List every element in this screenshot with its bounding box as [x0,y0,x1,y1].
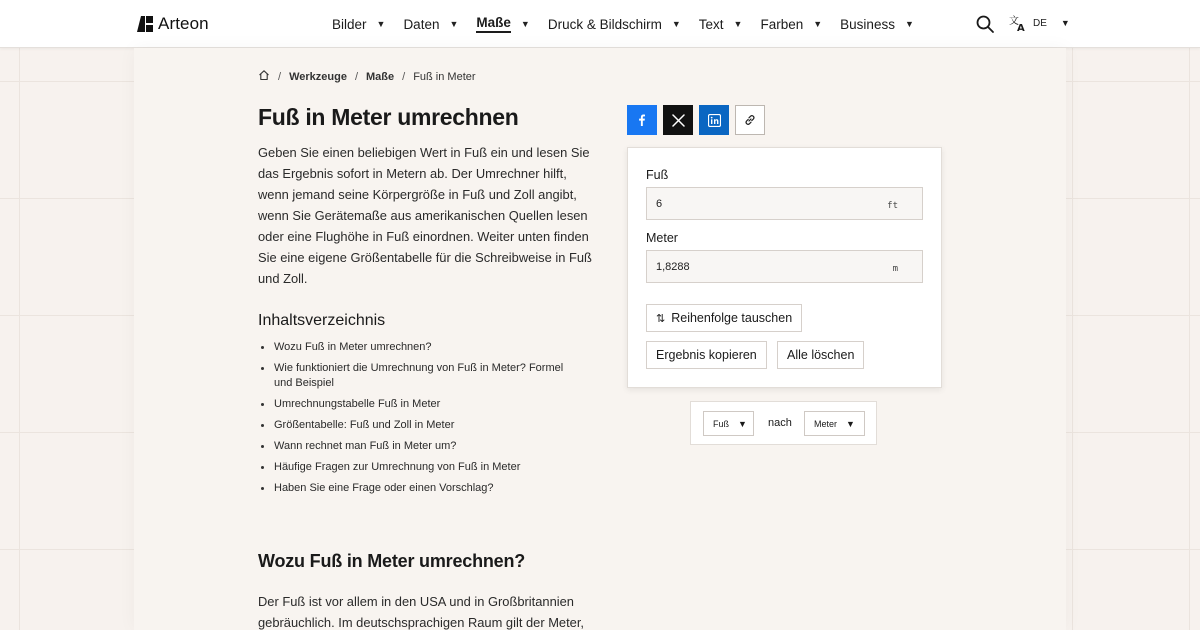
copy-result-button[interactable] [646,341,767,369]
main-nav [332,0,932,48]
toc-link[interactable]: Umrechnungstabelle Fuß in Meter [260,397,580,412]
svg-text:A: A [1017,23,1025,32]
unit-joiner: nach [768,417,792,429]
svg-text:文: 文 [1009,16,1019,27]
breadcrumb-masse[interactable]: Maße [366,70,395,83]
caret-down-icon: ▼ [520,19,530,29]
page-title: Fuß in Meter umrechnen [258,104,519,130]
section-heading: Wozu Fuß in Meter umrechnen? [258,551,526,571]
toc-link[interactable]: Wann rechnet man Fuß in Meter um? [260,439,580,454]
to-unit-value: Meter [814,418,838,429]
toc-link[interactable]: Wie funktioniert die Umrechnung von Fuß in Meter? Formel und Beispiel [260,361,580,391]
toc-link[interactable]: Haben Sie eine Frage oder einen Vorschlag? [260,481,580,496]
meter-input[interactable] [647,251,877,282]
nav-item-business[interactable] [840,0,914,48]
caret-down-icon: ▼ [904,19,914,29]
toc-link[interactable]: Größentabelle: Fuß und Zoll in Meter [260,418,580,433]
feet-field [646,187,923,220]
facebook-icon [635,113,649,127]
from-field-label: Fuß [646,168,669,182]
brand-logo[interactable] [137,14,209,34]
swap-icon: ⇅ [656,312,666,325]
nav-item-bilder[interactable] [332,0,385,48]
nav-item-text[interactable] [699,0,743,48]
nav-label: Maße [476,15,511,33]
arteon-logo-icon [137,16,153,32]
nav-label: Druck & Bildschirm [547,16,662,32]
caret-down-icon: ▼ [1060,18,1070,28]
breadcrumb-werkzeuge[interactable]: Werkzeuge [289,70,347,83]
nav-item-daten[interactable] [403,0,458,48]
share-facebook-button[interactable] [627,105,657,135]
toc-link[interactable]: Wozu Fuß in Meter umrechnen? [260,340,580,355]
nav-item-masse[interactable] [476,0,529,48]
caret-down-icon: ▼ [449,19,459,29]
from-unit-select[interactable] [703,411,754,436]
copy-link-button[interactable] [735,105,765,135]
x-logo-icon [672,114,685,127]
breadcrumb [258,69,476,84]
converter-card [627,147,942,388]
nav-label: Farben [760,16,804,32]
table-of-contents [260,340,580,502]
link-icon [743,113,757,127]
feet-input[interactable] [647,188,877,219]
breadcrumb-separator: / [354,70,358,83]
search-icon [975,14,995,34]
intro-text: Geben Sie einen beliebigen Wert in Fuß ein und lesen Sie das Ergebnis sofort in Metern ab. Der Umrechner hilft, wenn jemand seine Körpergröße in Fuß und Zoll angibt, wenn Sie Gerätemaße aus amerikanischen Quellen lesen oder eine Flughöhe in Fuß einordnen. Weiter unten finden Sie eine eigene Größentabelle für die Schreibweise in Fuß und Zoll. [258,145,592,286]
caret-down-icon: ▼ [813,19,823,29]
caret-down-icon: ▼ [846,418,855,429]
brand-name: Arteon [158,14,209,33]
caret-down-icon: ▼ [671,19,681,29]
share-linkedin-button[interactable] [699,105,729,135]
translate-icon [1009,14,1027,32]
share-x-button[interactable] [663,105,693,135]
home-icon[interactable] [258,69,270,84]
to-unit-select[interactable] [804,411,865,436]
nav-label: Text [698,16,724,32]
caret-down-icon: ▼ [376,19,386,29]
clear-all-label: Alle löschen [787,348,855,362]
unit-selector-row [690,401,877,445]
linkedin-icon [708,114,721,127]
to-field-label: Meter [646,231,678,245]
breadcrumb-current: Fuß in Meter [413,70,476,83]
feet-unit: ft [887,201,898,211]
section-text: Der Fuß ist vor allem in den USA und in Großbritannien gebräuchlich. Im deutschsprachigen Raum gilt der Meter, [258,594,585,630]
toc-heading: Inhaltsverzeichnis [258,312,386,329]
swap-order-label: Reihenfolge tauschen [671,311,793,325]
swap-order-button[interactable] [646,304,802,332]
nav-item-druck-bildschirm[interactable] [548,0,681,48]
copy-result-label: Ergebnis kopieren [656,348,757,362]
toc-link[interactable]: Häufige Fragen zur Umrechnung von Fuß in Meter [260,460,580,475]
share-buttons [627,105,765,135]
breadcrumb-separator: / [402,70,406,83]
nav-item-farben[interactable] [760,0,822,48]
language-code: DE [1033,17,1047,29]
caret-down-icon: ▼ [738,418,747,429]
caret-down-icon: ▼ [733,19,743,29]
meter-unit: m [892,264,898,274]
nav-label: Bilder [332,16,367,32]
search-button[interactable] [975,14,995,34]
meter-field [646,250,923,283]
breadcrumb-separator: / [278,70,282,83]
from-unit-value: Fuß [713,418,730,429]
clear-all-button[interactable] [777,341,864,369]
language-switcher[interactable] [1009,14,1070,32]
nav-label: Daten [403,16,440,32]
top-navigation-bar [0,0,1200,48]
nav-label: Business [840,16,895,32]
